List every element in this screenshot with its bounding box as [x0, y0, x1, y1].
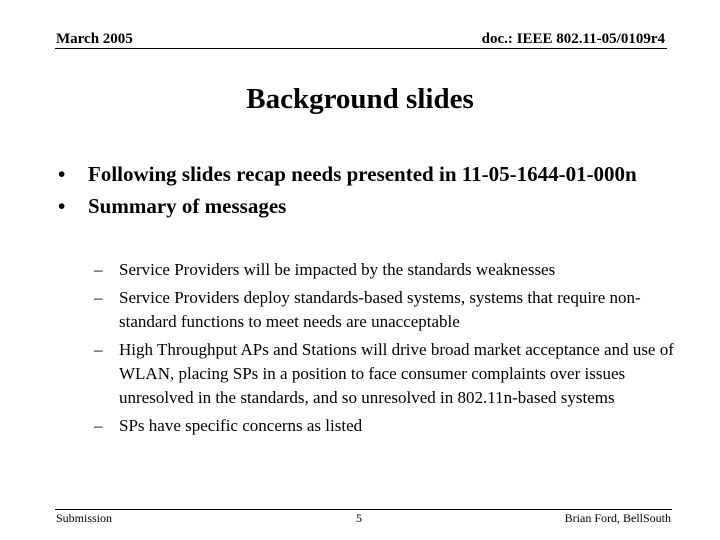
page-number: 5: [356, 511, 362, 525]
sub-bullet-marker: –: [94, 288, 103, 307]
footer-author: Brian Ford, BellSouth: [564, 511, 671, 525]
sub-bullet-item: [94, 258, 679, 282]
header-date: March 2005: [56, 31, 133, 47]
bullet-text: Following slides recap needs presented in 11-05-1644-01-000n: [88, 162, 637, 186]
main-bullet-list: [58, 162, 678, 226]
header-doc-id: doc.: IEEE 802.11-05/0109r4: [481, 31, 665, 47]
sub-bullet-text: Service Providers deploy standards-based systems, systems that require non-standard functions to meet needs are unacceptable: [119, 288, 641, 331]
sub-bullet-marker: –: [94, 416, 103, 435]
bullet-item: [58, 194, 678, 218]
slide-title: Background slides: [246, 83, 474, 115]
footer-divider: [55, 509, 672, 510]
sub-bullet-text: Service Providers will be impacted by the standards weaknesses: [119, 260, 556, 279]
sub-bullet-marker: –: [94, 340, 103, 359]
header-divider: [55, 48, 667, 49]
sub-bullet-marker: –: [94, 260, 103, 279]
sub-bullet-item: [94, 338, 679, 410]
bullet-marker: •: [58, 194, 66, 218]
bullet-text: Summary of messages: [88, 194, 287, 218]
sub-bullet-text: SPs have specific concerns as listed: [119, 416, 363, 435]
sub-bullet-item: [94, 286, 679, 334]
sub-bullet-item: [94, 414, 679, 438]
sub-bullet-list: [94, 258, 679, 442]
bullet-item: [58, 162, 678, 186]
footer-submission: Submission: [56, 511, 113, 525]
bullet-marker: •: [58, 162, 66, 186]
sub-bullet-text: High Throughput APs and Stations will drive broad market acceptance and use of WLAN, placing SPs in a position to face consumer complaints over issues unresolved in the standards, and so unresolved in 802.11n-based systems: [119, 340, 674, 407]
